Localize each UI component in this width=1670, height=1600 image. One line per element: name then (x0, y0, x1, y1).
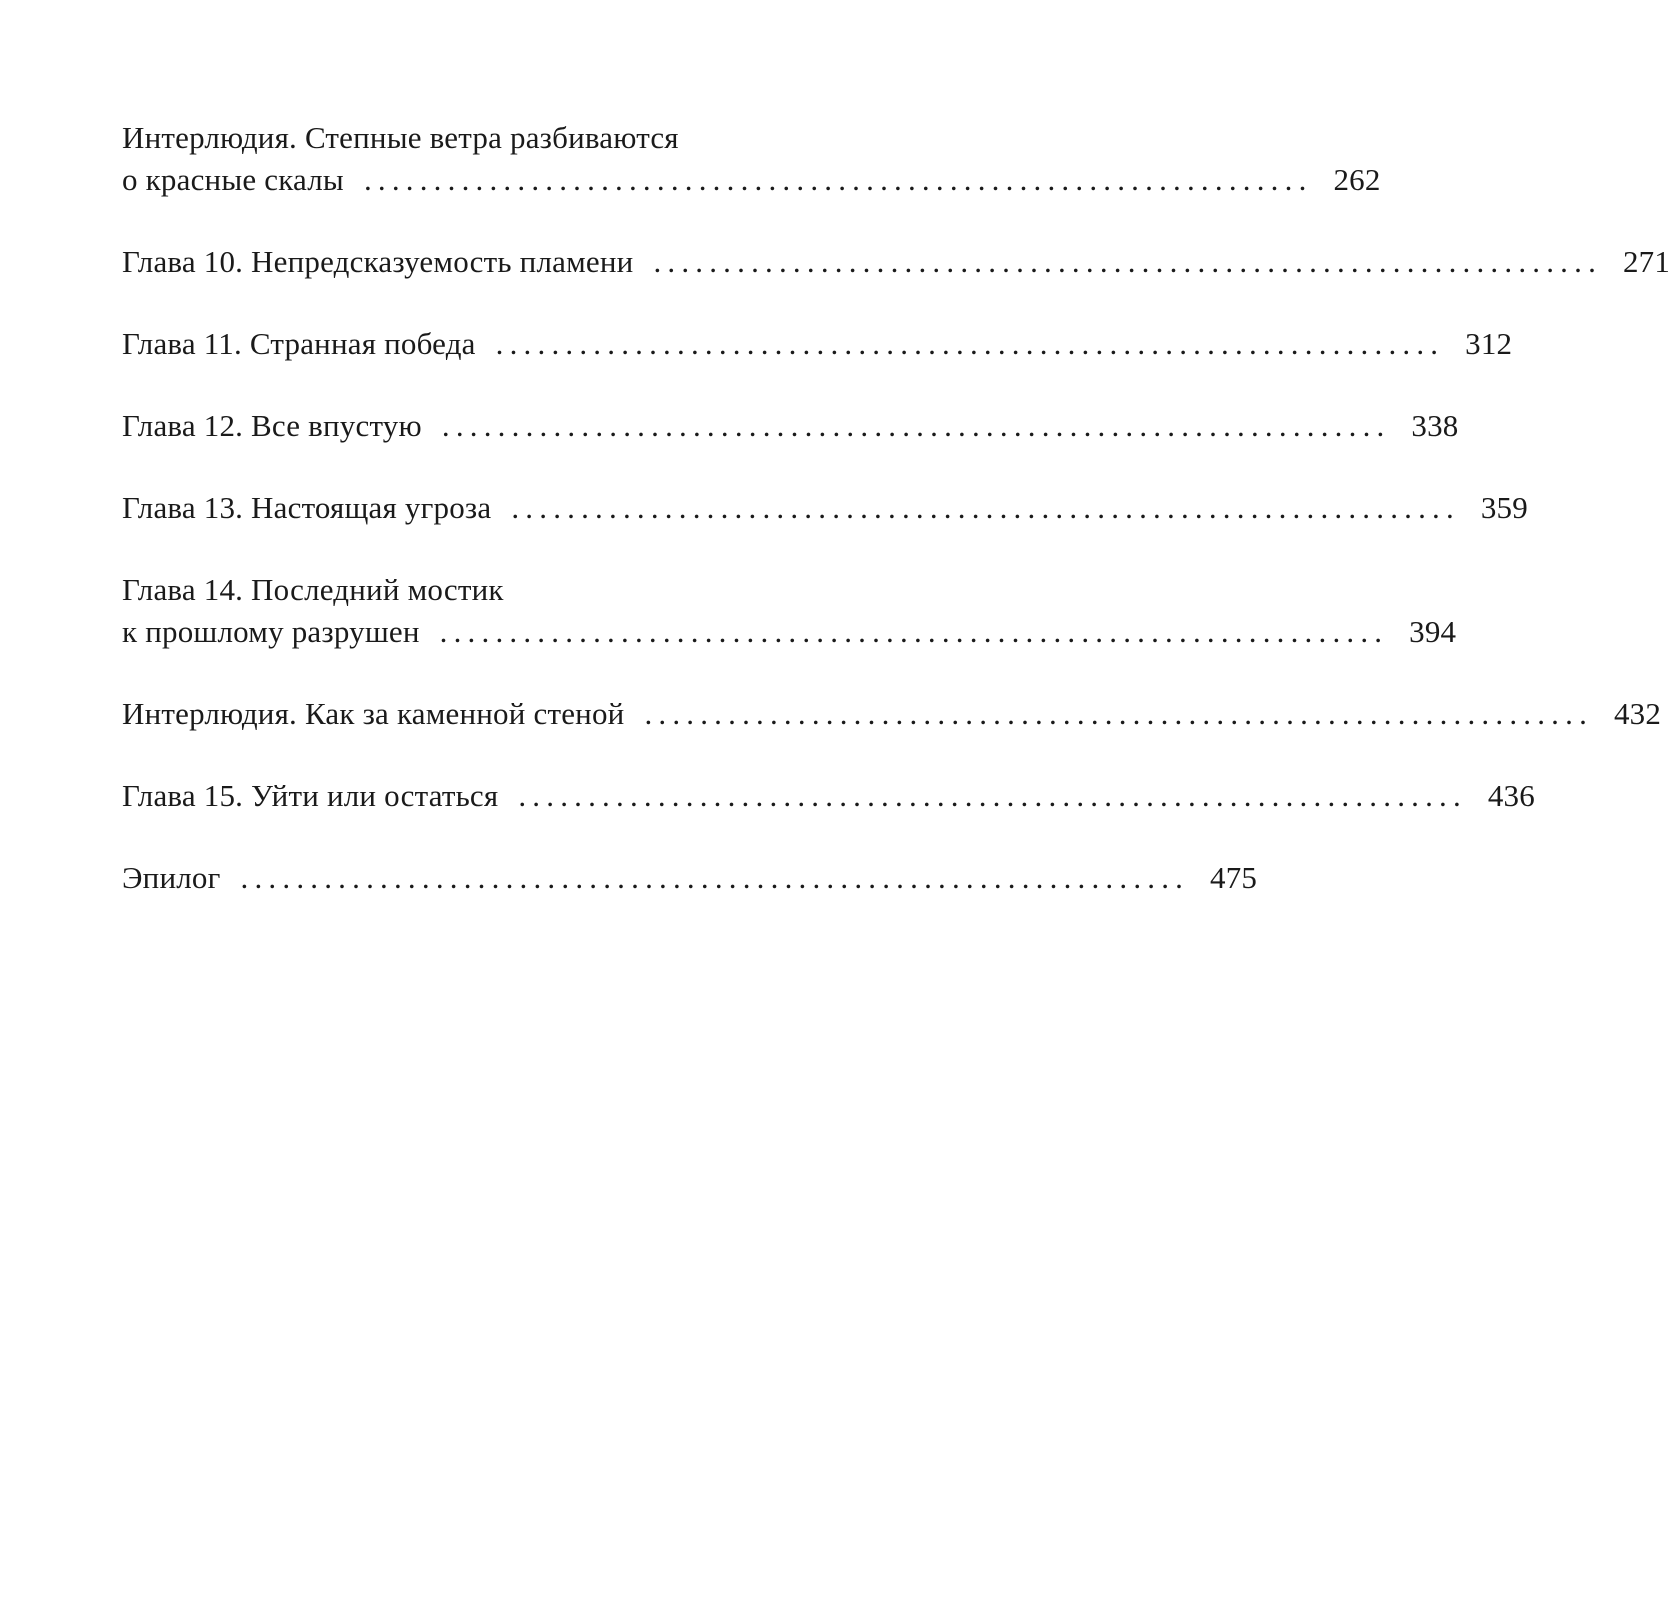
toc-entry[interactable] (122, 241, 1670, 283)
toc-entry-line (122, 159, 1381, 201)
toc-entry-page: 394 (1409, 614, 1457, 649)
toc-entry-line (122, 569, 890, 611)
toc-entry-page: 271 (1622, 244, 1670, 279)
toc-entry-line (122, 117, 890, 159)
toc-entry[interactable] (122, 487, 1528, 529)
toc-entry-line (122, 693, 1662, 735)
toc-entry-title: Эпилог (122, 860, 221, 895)
toc-entry-page: 338 (1411, 408, 1459, 443)
toc-entry-line (122, 611, 1457, 653)
toc-entry-title: Глава 11. Странная победа (122, 326, 476, 361)
dot-leader: .................................................................... (495, 326, 1445, 361)
toc-entry-page: 432 (1613, 696, 1662, 731)
dot-leader: .................................................................... (518, 778, 1467, 813)
toc-entry-page: 436 (1487, 778, 1535, 813)
toc-entry-page: 262 (1333, 162, 1381, 197)
toc-entry[interactable] (122, 693, 1662, 735)
toc-entry-title: Глава 14. Последний мостик (122, 572, 504, 607)
toc-entry-title: Глава 10. Непредсказуемость пламени (122, 244, 634, 279)
toc-entry-line (122, 487, 1528, 529)
toc-entry-line (122, 405, 1459, 447)
toc-entry-page: 359 (1480, 490, 1528, 525)
toc-entry[interactable] (122, 775, 1535, 817)
dot-leader: .................................................................... (363, 162, 1313, 197)
table-of-contents (122, 117, 1670, 939)
toc-entry-title: Глава 12. Все впустую (122, 408, 422, 443)
toc-entry-page: 475 (1210, 860, 1258, 895)
toc-entry-title: Интерлюдия. Степные ветра разбиваются (122, 120, 679, 155)
toc-entry[interactable] (122, 569, 1457, 653)
dot-leader: .................................................................... (240, 860, 1190, 895)
toc-entry-title: Глава 13. Настоящая угроза (122, 490, 492, 525)
toc-entry[interactable] (122, 857, 1258, 899)
toc-entry-title: Глава 15. Уйти или остаться (122, 778, 499, 813)
toc-entry-title: Интерлюдия. Как за каменной стеной (122, 696, 625, 731)
toc-entry-line (122, 857, 1258, 899)
dot-leader: .................................................................... (644, 696, 1594, 731)
dot-leader: .................................................................... (439, 614, 1389, 649)
toc-entry-page: 312 (1465, 326, 1513, 361)
toc-entry-title-continued: к прошлому разрушен (122, 614, 420, 649)
toc-entry[interactable] (122, 405, 1459, 447)
toc-entry-title-continued: о красные скалы (122, 162, 344, 197)
toc-entry[interactable] (122, 117, 1381, 201)
toc-entry-line (122, 775, 1535, 817)
dot-leader: .................................................................... (441, 408, 1391, 443)
toc-entry-line (122, 323, 1513, 365)
dot-leader: .................................................................... (511, 490, 1460, 525)
dot-leader: .................................................................... (653, 244, 1603, 279)
toc-entry-line (122, 241, 1670, 283)
toc-entry[interactable] (122, 323, 1513, 365)
